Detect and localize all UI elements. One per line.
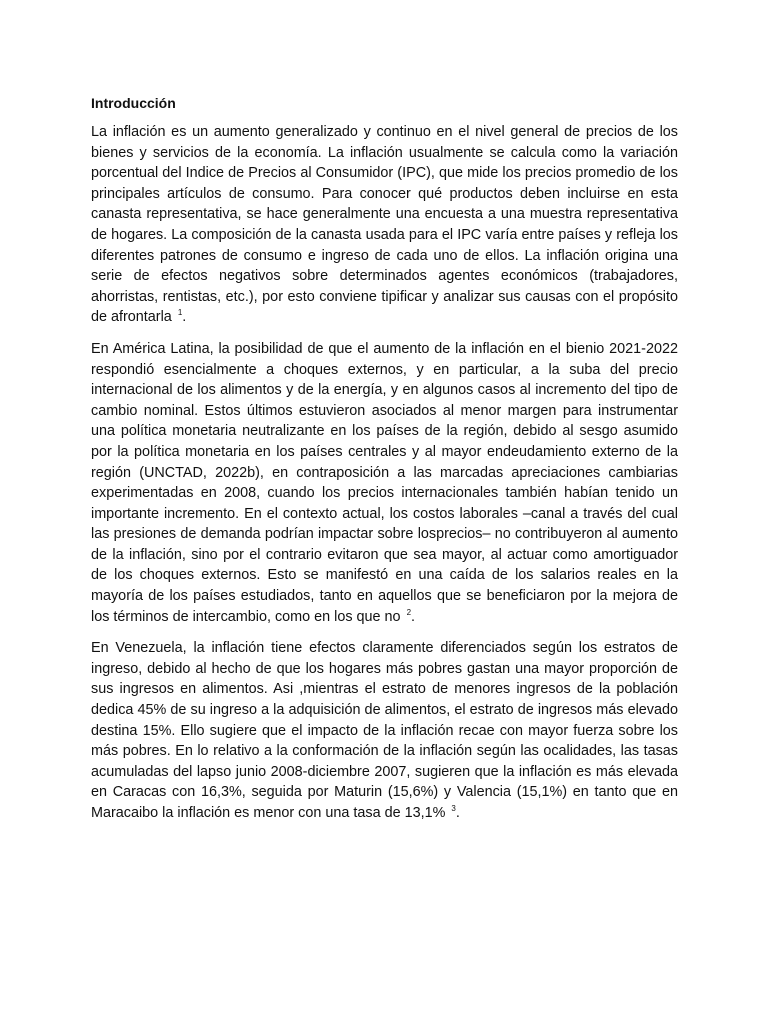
paragraph-text: La inflación es un aumento generalizado y continuo en el nivel general de precios de los bienes y servicios de la economía. La inflación usualmente se calcula como la variación porcentual del Indice de Precios al Consumidor (IPC), que mide los precios promedio de los principales artículos de consumo. Para conocer qué productos deben incluirse en esta canasta representativa, se hace generalmente una encuesta a una muestra representativa de hogares. La composición de la canasta usada para el IPC varía entre países y refleja los diferentes patrones de consumo e ingreso de cada uno de ellos. La inflación origina una serie de efectos negativos sobre determinados agentes económicos (trabajadores, ahorristas, rentistas, etc.), por esto conviene tipificar y analizar sus causas con el propósito de afrontarla xyxy=(91,124,678,326)
paragraph-ending: . xyxy=(182,309,187,326)
document-page xyxy=(91,93,678,835)
footnote-marker: 1 xyxy=(177,308,183,318)
footnote-marker: 2 xyxy=(406,607,412,617)
paragraph-inflation-definition xyxy=(91,122,678,328)
paragraph-venezuela xyxy=(91,638,678,823)
paragraph-latin-america xyxy=(91,339,678,627)
paragraph-text: En Venezuela, la inflación tiene efectos claramente diferenciados según los estratos de ingreso, debido al hecho de que los hogares más pobres gastan una mayor proporción de sus ingresos en alimentos. Asi ,mientras el estrato de menores ingresos de la población dedica 45% de su ingreso a la adquisición de alimentos, el estrato de ingresos más elevado destina 15%. Ello sugiere que el impacto de la inflación recae con mayor fuerza sobre los más pobres. En lo relativo a la conformación de la inflación según las ocalidades, las tasas acumuladas del lapso junio 2008-diciembre 2007, sugieren que la inflación es más elevada en Caracas con 16,3%, seguida por Maturin (15,6%) y Valencia (15,1%) en tanto que en Maracaibo la inflación es menor con una tasa de 13,1% xyxy=(91,640,678,821)
paragraph-ending: . xyxy=(411,608,416,625)
paragraph-ending: . xyxy=(455,805,460,821)
paragraph-text: En América Latina, la posibilidad de que el aumento de la inflación en el bienio 2021-2022 respondió esencialmente a choques externos, y en particular, a la suba del precio internacional de los alimentos y de la energía, y en algunos casos al incremento del tipo de cambio nominal. Estos últimos estuvieron asociados al menor margen para instrumentar una política monetaria neutralizante en los países de la región, debido al sesgo asumido por la política monetaria en los países centrales y al mayor endeudamiento externo de la región (UNCTAD, 2022b), en contraposición a las marcadas apreciaciones cambiarias experimentadas en 2008, cuando los precios internacionales también habían tenido un importante incremento. En el contexto actual, los costos laborales –canal a través del cual las presiones de demanda podrían impactar sobre losprecios– no contribuyeron al aumento de la inflación, sino por el contrario evitaron que sea mayor, al actuar como amortiguador de los choques externos. Esto se manifestó en una caída de los salarios reales en la mayoría de los países estudiados, tanto en aquellos que se beneficiaron por la mejora de los términos de intercambio, como en los que no xyxy=(91,340,678,625)
footnote-marker: 3 xyxy=(451,804,456,813)
section-heading: Introducción xyxy=(91,95,176,111)
